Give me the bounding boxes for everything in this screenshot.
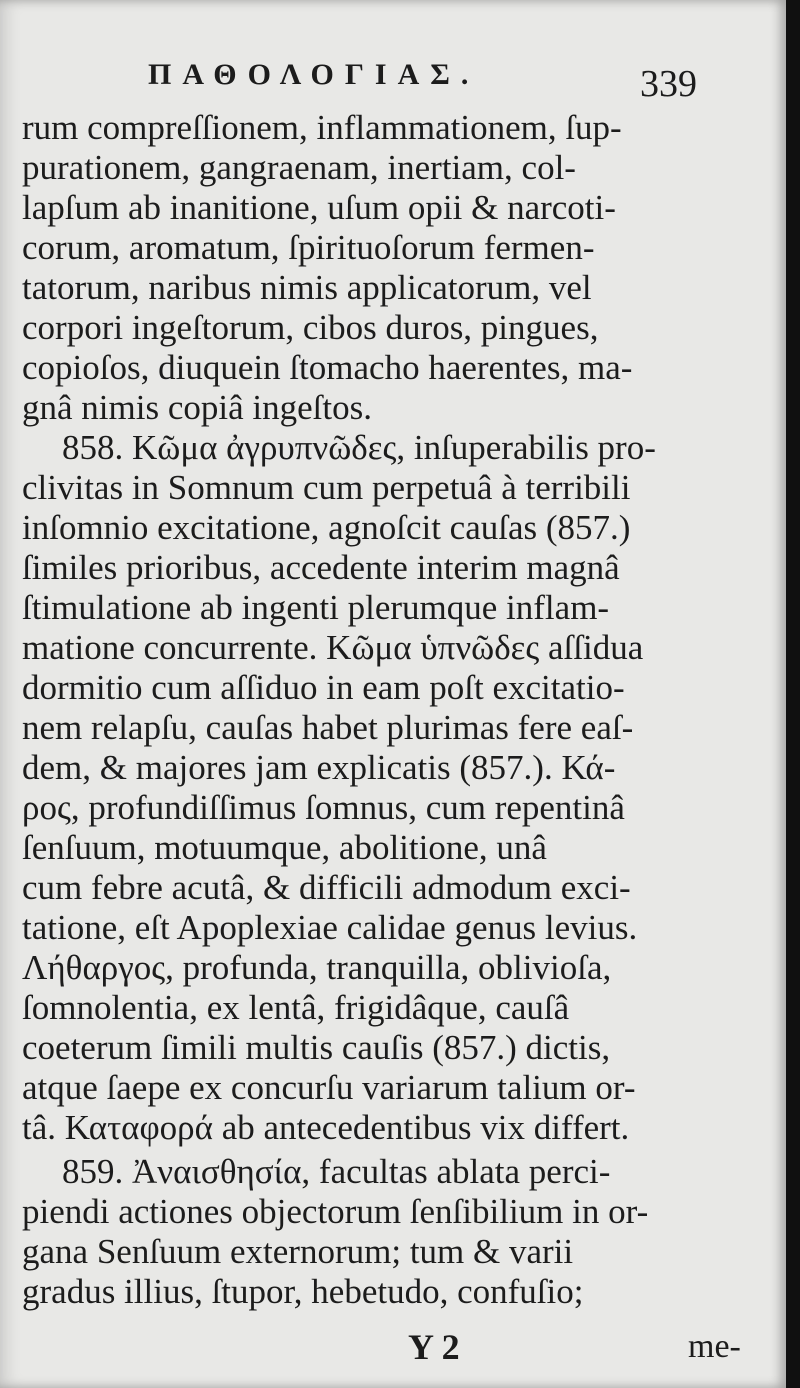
text-line: copioſos, diuquein ſtomacho haerentes, ma-: [22, 348, 633, 387]
text-line: cum febre acutâ, & difficili admodum exci-: [22, 868, 631, 907]
text-line: corum, aromatum, ſpirituoſorum fermen-: [22, 228, 595, 267]
paragraph-859-start: 859. Ἀναισθησία, facultas ablata perci-: [62, 1152, 611, 1191]
text-line: ſimiles prioribus, accedente interim magnâ: [22, 548, 620, 587]
text-line: coeterum ſimili multis cauſis (857.) dictis,: [22, 1028, 611, 1067]
text-line: lapſum ab inanitione, uſum opii & narcoti-: [22, 188, 616, 227]
running-title: ΠΑΘΟΛΟΓΙΑΣ.: [148, 58, 480, 91]
text-line: gnâ nimis copiâ ingeſtos.: [22, 388, 372, 427]
text-line: dormitio cum aſſiduo in eam poſt excitatio-: [22, 668, 625, 707]
text-line: gradus illius, ſtupor, hebetudo, confuſio;: [22, 1272, 584, 1311]
text-line: matione concurrente. Κῶμα ὑπνῶδες aſſidua: [22, 628, 644, 667]
text-line: ρος, profundiſſimus ſomnus, cum repentinâ: [22, 788, 625, 827]
page-edge-shadow: [786, 0, 800, 1388]
text-line: dem, & majores jam explicatis (857.). Κά-: [22, 748, 616, 787]
text-line: inſomnio excitatione, agnoſcit cauſas (857.): [22, 508, 631, 547]
text-line: nem relapſu, cauſas habet plurimas fere eaſ-: [22, 708, 634, 747]
text-line: ſomnolentia, ex lentâ, frigidâque, cauſâ: [22, 988, 570, 1027]
text-line: purationem, gangraenam, inertiam, col-: [22, 148, 576, 187]
text-line: atque ſaepe ex concurſu variarum talium or-: [22, 1068, 636, 1107]
page-number: 339: [640, 63, 697, 105]
text-line: tatorum, naribus nimis applicatorum, vel: [22, 268, 592, 307]
text-line: corpori ingeſtorum, cibos duros, pingues,: [22, 308, 599, 347]
catchword: me-: [688, 1328, 741, 1365]
text-line: rum compreſſionem, inflammationem, ſup-: [22, 108, 622, 147]
signature-mark: Y 2: [408, 1327, 460, 1367]
text-line: piendi actiones objectorum ſenſibilium in or-: [22, 1192, 649, 1231]
text-line: clivitas in Somnum cum perpetuâ à terribili: [22, 468, 631, 507]
text-line: tâ. Καταφορά ab antecedentibus vix differt.: [22, 1108, 630, 1147]
page-footer: [0, 1326, 786, 1376]
text-line: tatione, eſt Apoplexiae calidae genus levius.: [22, 908, 638, 947]
text-line: Λήθαργος, profunda, tranquilla, oblivioſa,: [22, 948, 612, 987]
text-line: ſenſuum, motuumque, abolitione, unâ: [22, 828, 547, 867]
text-line: ſtimulatione ab ingenti plerumque inflam-: [22, 588, 610, 627]
text-line: gana Senſuum externorum; tum & varii: [22, 1232, 574, 1271]
paragraph-858-start: 858. Κῶμα ἀγρυπνῶδες, inſuperabilis pro-: [62, 428, 656, 467]
